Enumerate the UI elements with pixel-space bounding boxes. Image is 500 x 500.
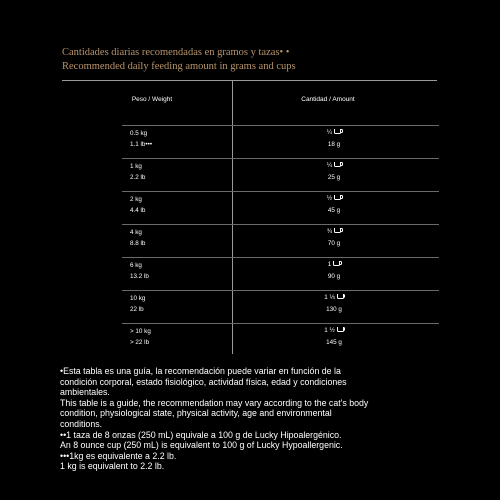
cups-amount	[294, 129, 374, 136]
row-divider	[244, 323, 439, 324]
weight-lb: 22 lb	[130, 306, 144, 313]
footnote-line: •Esta tabla es una guía, la recomendación puede variar en función de la	[60, 366, 341, 376]
weight-lb: 1.1 lb•••	[130, 141, 153, 148]
footnote-line: An 8 ounce cup (250 mL) is equivalent to 100 g of Lucky Hypoallergenic.	[60, 440, 343, 451]
footnote-line: condition, physiological state, physical activity, age and environmental	[60, 408, 332, 419]
cup-icon	[333, 261, 340, 266]
weight-kg: 10 kg	[130, 295, 146, 302]
cups-value: 1 ½	[324, 327, 335, 334]
row-divider	[244, 125, 439, 126]
cups-value: ¼	[326, 129, 333, 136]
row-divider	[244, 191, 439, 192]
cups-amount	[294, 228, 374, 235]
cups-amount	[294, 261, 374, 268]
weight-kg: > 10 kg	[130, 328, 151, 335]
table-row	[62, 319, 437, 352]
grams-amount: 90 g	[327, 273, 341, 280]
footnotes	[60, 366, 480, 472]
cup-icon	[334, 195, 341, 200]
grams-amount: 145 g	[326, 339, 342, 346]
feeding-title	[62, 46, 442, 74]
cup-icon	[334, 162, 341, 167]
header-amount: Cantidad / Amount	[301, 96, 355, 103]
cups-value: 1 ⅓	[324, 294, 335, 301]
weight-kg: 1 kg	[130, 163, 142, 170]
header-weight: Peso / Weight	[131, 96, 173, 103]
cups-amount	[294, 294, 374, 301]
cups-value: ¾	[326, 228, 333, 235]
weight-lb: 8.8 lb	[130, 240, 146, 247]
weight-kg: 6 kg	[130, 262, 142, 269]
table-row	[62, 220, 437, 253]
footnote-line: ambientales.	[60, 387, 110, 398]
weight-lb: > 22 lb	[130, 339, 150, 346]
weight-kg: 2 kg	[130, 196, 142, 203]
cup-icon	[337, 294, 344, 299]
row-divider	[244, 158, 439, 159]
cups-value: ½	[326, 195, 333, 202]
title-spanish: Cantidades diarias recomendadas en gramos y tazas• •	[62, 47, 290, 58]
table-row	[62, 187, 437, 220]
footnote-line: ••1 taza de 8 onzas (250 mL) equivale a 100 g de Lucky Hipoalergénico.	[60, 429, 342, 440]
title-english: Recommended daily feeding amount in grams and cups	[62, 61, 296, 72]
table-row	[62, 286, 437, 319]
grams-amount: 130 g	[326, 306, 342, 313]
weight-lb: 13.2 lb	[130, 273, 149, 280]
weight-lb: 4.4 lb	[130, 207, 146, 214]
footnote-line: 1 kg is equivalent to 2.2 lb.	[60, 461, 165, 472]
table-row	[62, 154, 437, 187]
footnote-line: •••1kg es equivalente a 2.2 lb.	[60, 450, 177, 461]
row-divider	[244, 290, 439, 291]
row-divider	[244, 224, 439, 225]
table-row	[62, 253, 437, 286]
cup-icon	[334, 129, 341, 134]
grams-amount: 45 g	[327, 207, 341, 214]
footnote-line: condición corporal, estado fisiológico, actividad física, edad y condiciones	[60, 376, 347, 387]
table-header	[62, 96, 437, 110]
cup-icon	[334, 228, 341, 233]
footnote-line: conditions.	[60, 418, 103, 429]
table-row	[62, 121, 437, 154]
weight-kg: 4 kg	[130, 229, 142, 236]
cups-amount	[294, 327, 374, 334]
grams-amount: 18 g	[327, 141, 341, 148]
weight-kg: 0.5 kg	[130, 130, 148, 137]
cups-value: 1	[327, 261, 332, 268]
cups-amount	[294, 195, 374, 202]
cups-amount	[294, 162, 374, 169]
footnote-line: This table is a guide, the recommendation may vary according to the cat's body	[60, 397, 369, 408]
table-top-divider	[62, 80, 437, 81]
cups-value: ¼	[326, 162, 333, 169]
grams-amount: 25 g	[327, 174, 341, 181]
weight-lb: 2.2 lb	[130, 174, 146, 181]
row-divider	[244, 257, 439, 258]
grams-amount: 70 g	[327, 240, 341, 247]
cup-icon	[337, 327, 344, 332]
